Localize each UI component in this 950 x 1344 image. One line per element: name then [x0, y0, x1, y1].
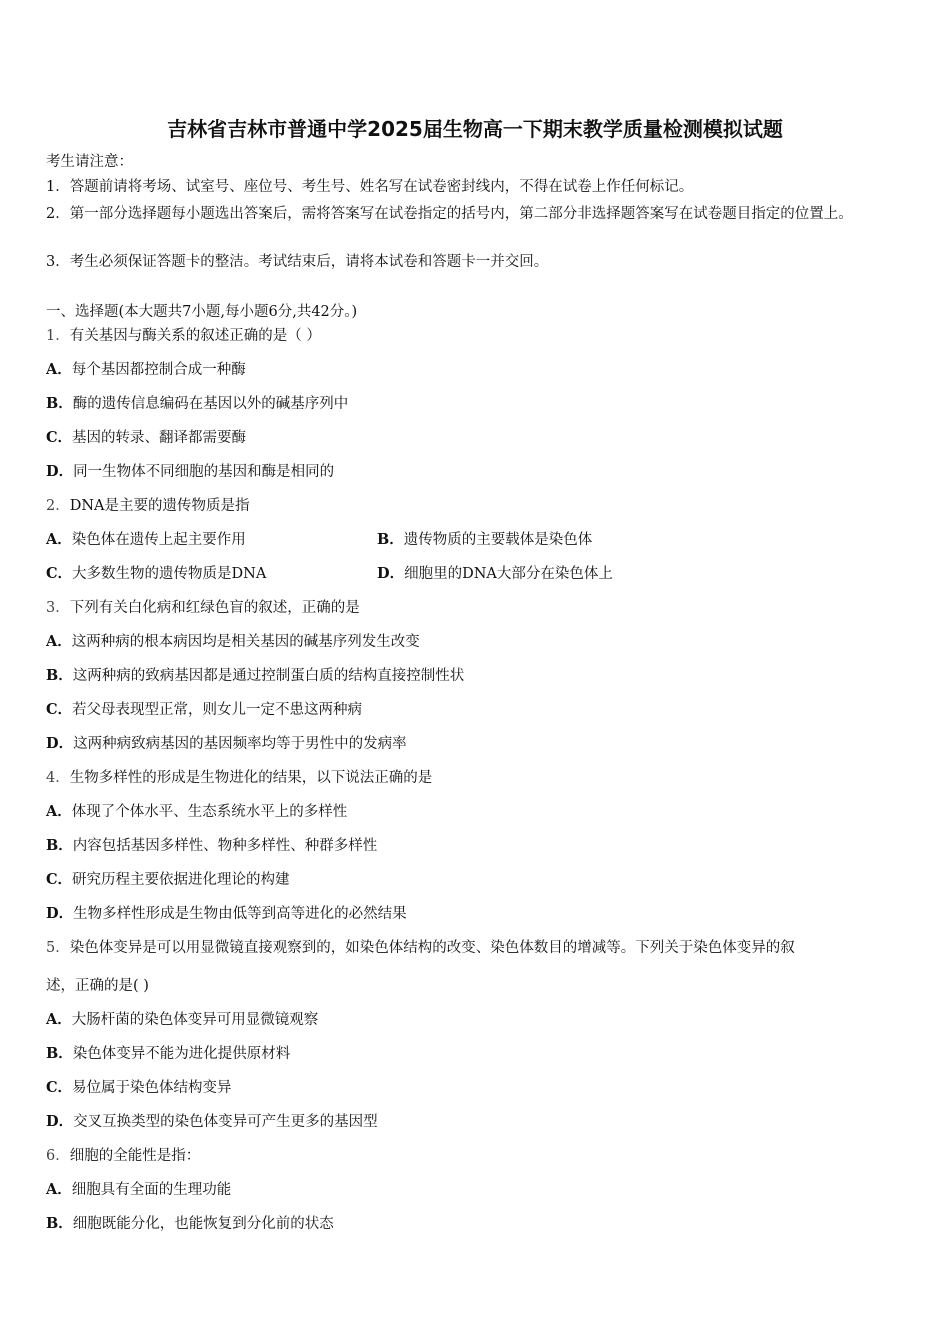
question-2	[46, 496, 250, 516]
notice-item-2: 2．第一部分选择题每小题选出答案后，需将答案写在试卷指定的括号内，第二部分非选择题答案写在试卷题目指定的位置上。	[46, 206, 853, 222]
option-letter: B．	[377, 531, 404, 548]
option-text: 这两种病的根本病因均是相关基因的碱基序列发生改变	[71, 634, 420, 650]
question-number: 1．	[46, 328, 70, 344]
option-text: 染色体在遗传上起主要作用	[71, 532, 246, 548]
option-letter: C．	[46, 1079, 73, 1096]
option-1d	[46, 462, 334, 482]
option-letter: A．	[46, 361, 72, 378]
question-6	[46, 1146, 200, 1166]
option-text: 这两种病的致病基因都是通过控制蛋白质的结构直接控制性状	[72, 668, 465, 684]
option-letter: A．	[46, 633, 72, 650]
option-5a	[46, 1010, 318, 1030]
option-letter: B．	[46, 1045, 73, 1062]
option-4d	[46, 904, 407, 924]
option-text: 若父母表现型正常，则女儿一定不患这两种病	[72, 702, 363, 718]
question-1	[46, 326, 321, 346]
option-letter: C．	[46, 429, 73, 446]
option-3b	[46, 666, 464, 686]
option-text: 染色体变异不能为进化提供原材料	[72, 1046, 291, 1062]
option-1b	[46, 394, 348, 414]
question-stem-line1: 染色体变异是可以用显微镜直接观察到的，如染色体结构的改变、染色体数目的增减等。下列关于染色体变异的叙	[69, 940, 795, 956]
option-2a	[46, 530, 246, 550]
section-heading: 一、选择题(本大题共7小题,每小题6分,共42分。)	[46, 304, 358, 320]
option-2d	[377, 564, 613, 584]
notice-item-1: 1．答题前请将考场、试室号、座位号、考生号、姓名写在试卷密封线内，不得在试卷上作任何标记。	[46, 179, 694, 195]
option-text: 生物多样性形成是生物由低等到高等进化的必然结果	[73, 906, 407, 922]
option-letter: C．	[46, 701, 73, 718]
option-letter: B．	[46, 667, 73, 684]
option-4b	[46, 836, 377, 856]
option-letter: C．	[46, 871, 73, 888]
option-text: 体现了个体水平、生态系统水平上的多样性	[71, 804, 348, 820]
option-text: 这两种病致病基因的基因频率均等于男性中的发病率	[73, 736, 407, 752]
option-text: 基因的转录、翻译都需要酶	[72, 430, 247, 446]
option-letter: D．	[46, 905, 74, 922]
option-5b	[46, 1044, 290, 1064]
option-letter: D．	[46, 1113, 74, 1130]
option-3d	[46, 734, 407, 754]
option-letter: D．	[377, 565, 405, 582]
option-4a	[46, 802, 347, 822]
question-number: 6．	[46, 1148, 70, 1164]
option-1c	[46, 428, 246, 448]
option-letter: D．	[46, 735, 74, 752]
option-6a	[46, 1180, 231, 1200]
option-text: 内容包括基因多样性、物种多样性、种群多样性	[72, 838, 378, 854]
option-1a	[46, 360, 246, 380]
question-number: 4．	[46, 770, 70, 786]
option-3c	[46, 700, 362, 720]
option-5d	[46, 1112, 378, 1132]
option-letter: B．	[46, 837, 73, 854]
option-6b	[46, 1214, 334, 1234]
option-5c	[46, 1078, 232, 1098]
notice-item-3: 3．考生必须保证答题卡的整洁。考试结束后，请将本试卷和答题卡一并交回。	[46, 254, 549, 270]
option-letter: A．	[46, 1011, 72, 1028]
question-number: 3．	[46, 600, 70, 616]
question-5-line2: 述，正确的是( )	[46, 978, 149, 994]
option-letter: A．	[46, 1181, 72, 1198]
option-text: 遗传物质的主要载体是染色体	[403, 532, 593, 548]
option-letter: D．	[46, 463, 74, 480]
option-text: 交叉互换类型的染色体变异可产生更多的基因型	[73, 1114, 378, 1130]
question-stem: 细胞的全能性是指：	[69, 1148, 201, 1164]
option-text: 酶的遗传信息编码在基因以外的碱基序列中	[72, 396, 349, 412]
question-3	[46, 598, 360, 618]
question-stem: 下列有关白化病和红绿色盲的叙述，正确的是	[69, 600, 360, 616]
option-text: 同一生物体不同细胞的基因和酶是相同的	[73, 464, 335, 480]
option-letter: A．	[46, 803, 72, 820]
option-text: 细胞里的DNA大部分在染色体上	[404, 566, 613, 582]
option-text: 细胞既能分化，也能恢复到分化前的状态	[72, 1216, 334, 1232]
option-text: 研究历程主要依据进化理论的构建	[72, 872, 290, 888]
option-3a	[46, 632, 420, 652]
option-text: 大多数生物的遗传物质是DNA	[72, 566, 267, 582]
option-4c	[46, 870, 290, 890]
question-4	[46, 768, 432, 788]
option-text: 大肠杆菌的染色体变异可用显微镜观察	[71, 1012, 319, 1028]
option-text: 每个基因都控制合成一种酶	[71, 362, 246, 378]
option-text: 细胞具有全面的生理功能	[71, 1182, 232, 1198]
question-5	[46, 938, 795, 958]
option-text: 易位属于染色体结构变异	[72, 1080, 232, 1096]
notice-heading: 考生请注意：	[46, 154, 133, 170]
option-2b	[377, 530, 592, 550]
question-stem: 生物多样性的形成是生物进化的结果，以下说法正确的是	[69, 770, 433, 786]
option-letter: A．	[46, 531, 72, 548]
option-letter: B．	[46, 1215, 73, 1232]
question-stem: DNA是主要的遗传物质是指	[69, 498, 250, 514]
option-letter: B．	[46, 395, 73, 412]
page-title: 吉林省吉林市普通中学2025届生物高一下期末教学质量检测模拟试题	[167, 117, 783, 141]
question-number: 5．	[46, 940, 70, 956]
question-stem: 有关基因与酶关系的叙述正确的是（ ）	[69, 328, 321, 344]
option-2c	[46, 564, 266, 584]
option-letter: C．	[46, 565, 73, 582]
question-number: 2．	[46, 498, 70, 514]
